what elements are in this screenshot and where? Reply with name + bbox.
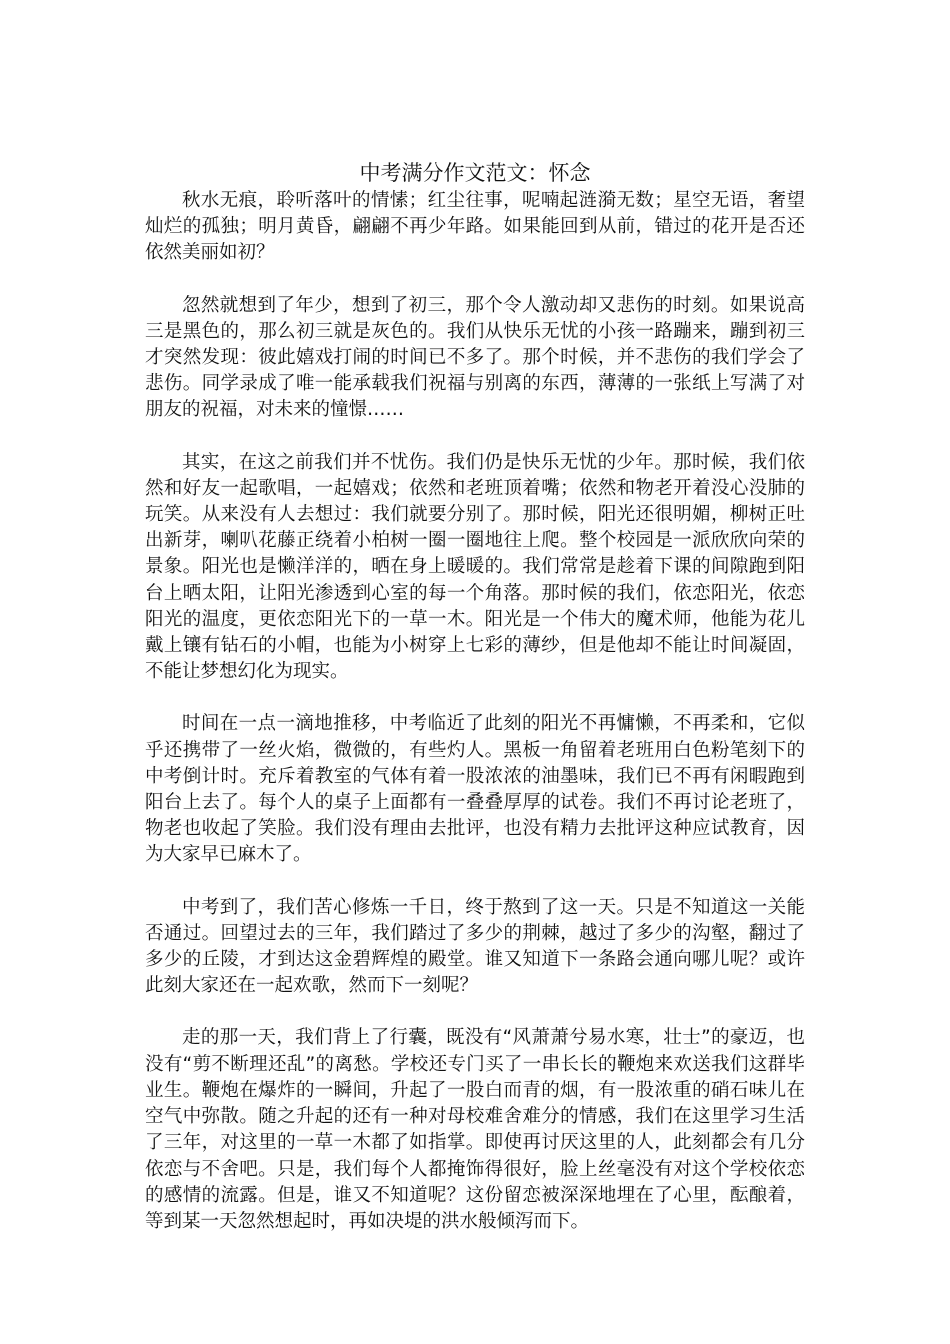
paragraph-1: 秋水无痕，聆听落叶的情愫；红尘往事，呢喃起涟漪无数；星空无语，奢望灿烂的孤独；明月黄昏，翩翩不再少年路。如果能回到从前，错过的花开是否还依然美丽如初？ (145, 190, 805, 264)
paragraph-4: 时间在一点一滴地推移，中考临近了此刻的阳光不再慵懒，不再柔和，它似乎还携带了一丝火焰，微微的，有些灼人。黑板一角留着老班用白色粉笔刻下的中考倒计时。充斥着教室的气体有着一股浓浓的油墨味，我们已不再有闲暇跑到阳台上去了。每个人的桌子上面都有一叠叠厚厚的试卷。我们不再讨论老班了，物老也收起了笑脸。我们没有理由去批评，也没有精力去批评这种应试教育，因为大家早已麻木了。 (145, 713, 805, 866)
paragraph-6: 走的那一天，我们背上了行囊，既没有“风萧萧兮易水寒，壮士”的豪迈，也没有“剪不断理还乱”的离愁。学校还专门买了一串长长的鞭炮来欢送我们这群毕业生。鞭炮在爆炸的一瞬间，升起了一股白而青的烟，有一股浓重的硝石味儿在空气中弥散。随之升起的还有一种对母校难舍难分的情感，我们在这里学习生活了三年，对这里的一草一木都了如指掌。即使再讨厌这里的人，此刻都会有几分依恋与不舍吧。只是，我们每个人都掩饰得很好，脸上丝毫没有对这个学校依恋的感情的流露。但是，谁又不知道呢？这份留恋被深深地埋在了心里，酝酿着，等到某一天忽然想起时，再如决堤的洪水般倾泻而下。 (145, 1027, 805, 1232)
paragraph-3: 其实，在这之前我们并不忧伤。我们仍是快乐无忧的少年。那时候，我们依然和好友一起歌唱，一起嬉戏；依然和老班顶着嘴；依然和物老开着没心没肺的玩笑。从来没有人去想过：我们就要分别了。那时候，阳光还很明媚，柳树正吐出新芽，喇叭花藤正绕着小柏树一圈一圈地往上爬。整个校园是一派欣欣向荣的景象。阳光也是懒洋洋的，晒在身上暖暖的。我们常常是趁着下课的间隙跑到阳台上晒太阳，让阳光渗透到心室的每一个角落。那时候的我们，依恋阳光，依恋阳光的温度，更依恋阳光下的一草一木。阳光是一个伟大的魔术师，他能为花儿戴上镶有钻石的小帽，也能为小树穿上七彩的薄纱，但是他却不能让时间凝固，不能让梦想幻化为现实。 (145, 451, 805, 683)
document-title: 中考满分作文范文：怀念 (359, 161, 591, 185)
document-page (145, 160, 805, 1261)
paragraph-5: 中考到了，我们苦心修炼一千日，终于熬到了这一天。只是不知道这一关能否通过。回望过去的三年，我们踏过了多少的荆棘，越过了多少的沟壑，翻过了多少的丘陵，才到达这金碧辉煌的殿堂。谁又知道下一条路会通向哪儿呢？或许此刻大家还在一起欢歌，然而下一刻呢？ (145, 896, 805, 997)
paragraph-2: 忽然就想到了年少，想到了初三，那个令人激动却又悲伤的时刻。如果说高三是黑色的，那么初三就是灰色的。我们从快乐无忧的小孩一路蹦来，蹦到初三才突然发现：彼此嬉戏打闹的时间已不多了。那个时候，并不悲伤的我们学会了悲伤。同学录成了唯一能承载我们祝福与别离的东西，薄薄的一张纸上写满了对朋友的祝福，对未来的憧憬…… (145, 294, 805, 421)
